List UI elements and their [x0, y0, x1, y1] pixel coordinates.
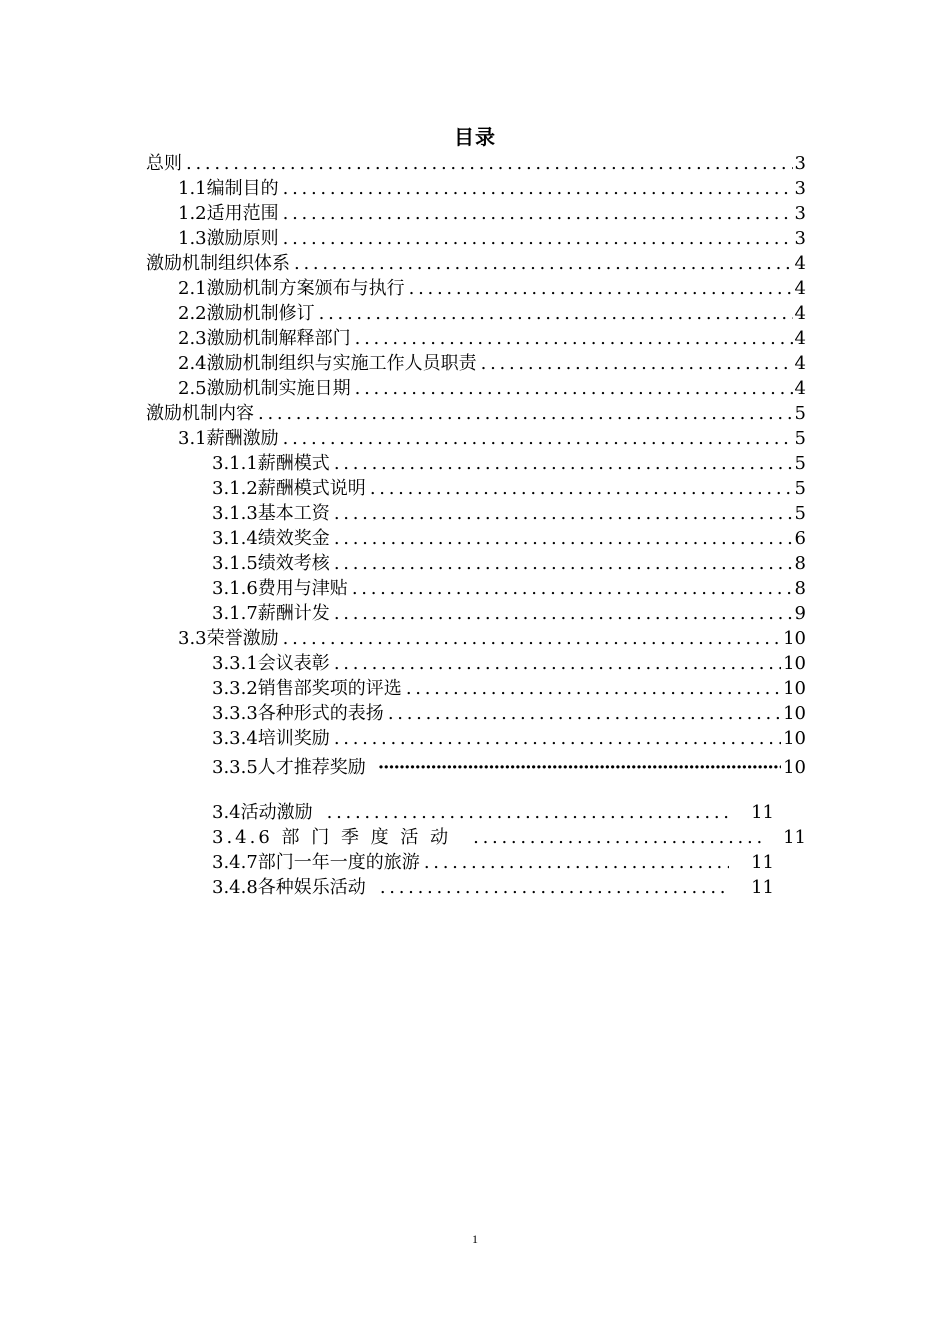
dot-leader — [327, 802, 729, 824]
toc-entry-label: 3.1.1薪酬模式 — [212, 453, 330, 474]
toc-entry[interactable] — [212, 675, 806, 700]
dot-leader — [283, 203, 793, 225]
toc-entry-label: 3.3荣誉激励 — [178, 628, 279, 649]
dot-leader — [378, 757, 781, 779]
toc-entry-page: 4 — [794, 378, 806, 399]
dot-leader — [355, 378, 793, 400]
dot-leader — [409, 278, 793, 300]
toc-entry-label: 3.3.1会议表彰 — [212, 653, 330, 674]
toc-entry[interactable] — [178, 350, 806, 375]
toc-entry[interactable] — [178, 225, 806, 250]
toc-entry-page: 5 — [794, 403, 806, 424]
toc-entry-page: 11 — [751, 877, 774, 898]
toc-entry[interactable] — [212, 500, 806, 525]
toc-entry-label: 总则 — [146, 153, 182, 174]
toc-entry[interactable] — [212, 575, 806, 600]
toc-entry-page: 8 — [794, 578, 806, 599]
toc-entry-page: 5 — [794, 503, 806, 524]
dot-leader — [283, 228, 793, 250]
dot-leader — [294, 253, 793, 275]
toc-entry-label: 1.2适用范围 — [178, 203, 279, 224]
toc-entry[interactable] — [178, 425, 806, 450]
dot-leader — [473, 827, 761, 849]
toc-entry-page: 11 — [751, 852, 774, 873]
page-number: 1 — [472, 1232, 478, 1246]
toc-entry-page: 5 — [794, 453, 806, 474]
toc-entry-label: 激励机制组织体系 — [146, 253, 290, 274]
toc-entry[interactable] — [178, 200, 806, 225]
dot-leader — [334, 453, 793, 475]
dot-leader — [258, 403, 793, 425]
dot-leader — [424, 852, 729, 874]
toc-entry-label: 3.1.4绩效奖金 — [212, 528, 330, 549]
toc-entry-page: 4 — [794, 353, 806, 374]
toc-entry[interactable] — [146, 250, 806, 275]
toc-entry-label: 3.4活动激励 — [212, 802, 313, 823]
dot-leader — [334, 603, 793, 625]
toc-entry-label: 1.3激励原则 — [178, 228, 279, 249]
toc-entry[interactable] — [212, 824, 806, 849]
toc-entry[interactable] — [212, 600, 806, 625]
dot-leader — [283, 628, 781, 650]
toc-entry[interactable] — [146, 150, 806, 175]
dot-leader — [334, 528, 793, 550]
dot-leader — [334, 503, 793, 525]
toc-entry-page: 3 — [794, 153, 806, 174]
toc-entry-page: 4 — [794, 328, 806, 349]
dot-leader — [334, 553, 793, 575]
toc-entry-label: 3.1.7薪酬计发 — [212, 603, 330, 624]
toc-entry-label: 2.5激励机制实施日期 — [178, 378, 351, 399]
toc-entry-page: 11 — [751, 802, 774, 823]
toc-entry-page: 10 — [783, 757, 806, 778]
toc-entry-page: 11 — [783, 827, 806, 848]
toc-entry-page: 8 — [794, 553, 806, 574]
toc-entry-label: 3.1薪酬激励 — [178, 428, 279, 449]
toc-entry-label: 3.4.8各种娱乐活动 — [212, 877, 366, 898]
toc-entry[interactable] — [178, 625, 806, 650]
toc-entry-label: 3.1.2薪酬模式说明 — [212, 478, 366, 499]
toc-entry-label: 3.4.7部门一年一度的旅游 — [212, 852, 420, 873]
toc-entry-label: 2.3激励机制解释部门 — [178, 328, 351, 349]
dot-leader — [334, 653, 781, 675]
toc-entry-label: 3.1.3基本工资 — [212, 503, 330, 524]
dot-leader — [334, 728, 781, 750]
toc-entry-label: 3.3.4培训奖励 — [212, 728, 330, 749]
dot-leader — [355, 328, 793, 350]
dot-leader — [283, 178, 793, 200]
toc-entry-label: 2.2激励机制修订 — [178, 303, 315, 324]
toc-entry[interactable] — [178, 175, 806, 200]
toc-entry[interactable] — [178, 275, 806, 300]
toc-entry-page: 6 — [794, 528, 806, 549]
toc-entry[interactable] — [178, 375, 806, 400]
toc-entry-page: 5 — [794, 478, 806, 499]
toc-entry[interactable] — [212, 475, 806, 500]
toc-entry[interactable] — [212, 754, 806, 779]
toc-entry-label: 3.3.3各种形式的表扬 — [212, 703, 384, 724]
dot-leader — [283, 428, 793, 450]
toc-entry-label: 3.4.6 部 门 季 度 活 动 — [212, 827, 452, 848]
toc-entry[interactable] — [212, 650, 806, 675]
toc-entry-page: 9 — [794, 603, 806, 624]
toc-entry-label: 激励机制内容 — [146, 403, 254, 424]
toc-entry-page: 4 — [794, 303, 806, 324]
toc-entry-page: 10 — [783, 628, 806, 649]
toc-entry-page: 3 — [794, 228, 806, 249]
toc-entry-page: 10 — [783, 653, 806, 674]
toc-entry[interactable] — [212, 849, 774, 874]
dot-leader — [186, 153, 793, 175]
toc-entry-page: 5 — [794, 428, 806, 449]
toc-entry-label: 3.1.6费用与津贴 — [212, 578, 348, 599]
toc-entry-page: 10 — [783, 728, 806, 749]
toc-entry[interactable] — [212, 525, 806, 550]
toc-entry[interactable] — [178, 325, 806, 350]
toc-entry-page: 3 — [794, 203, 806, 224]
toc-entry[interactable] — [212, 550, 806, 575]
toc-entry-label: 2.1激励机制方案颁布与执行 — [178, 278, 405, 299]
dot-leader — [380, 877, 729, 899]
toc-entry-label: 3.1.5绩效考核 — [212, 553, 330, 574]
toc-entry[interactable] — [146, 400, 806, 425]
toc-entry-label: 2.4激励机制组织与实施工作人员职责 — [178, 353, 477, 374]
toc-entry[interactable] — [212, 799, 774, 824]
toc-entry-label: 1.1编制目的 — [178, 178, 279, 199]
toc-entry[interactable] — [178, 300, 806, 325]
dot-leader — [481, 353, 793, 375]
toc-title: 目录 — [454, 125, 496, 149]
toc-entry[interactable] — [212, 725, 806, 750]
toc-entry-page: 3 — [794, 178, 806, 199]
dot-leader — [370, 478, 793, 500]
toc-entry-label: 3.3.2销售部奖项的评选 — [212, 678, 402, 699]
toc-entry[interactable] — [212, 700, 806, 725]
toc-entry-page: 4 — [794, 278, 806, 299]
dot-leader — [352, 578, 793, 600]
toc-entry-page: 10 — [783, 703, 806, 724]
toc-entry-page: 10 — [783, 678, 806, 699]
toc-entry-label: 3.3.5人才推荐奖励 — [212, 757, 366, 778]
dot-leader — [319, 303, 793, 325]
toc-entry[interactable] — [212, 874, 774, 899]
dot-leader — [406, 678, 781, 700]
toc-entry-page: 4 — [794, 253, 806, 274]
dot-leader — [388, 703, 781, 725]
toc-entry[interactable] — [212, 450, 806, 475]
